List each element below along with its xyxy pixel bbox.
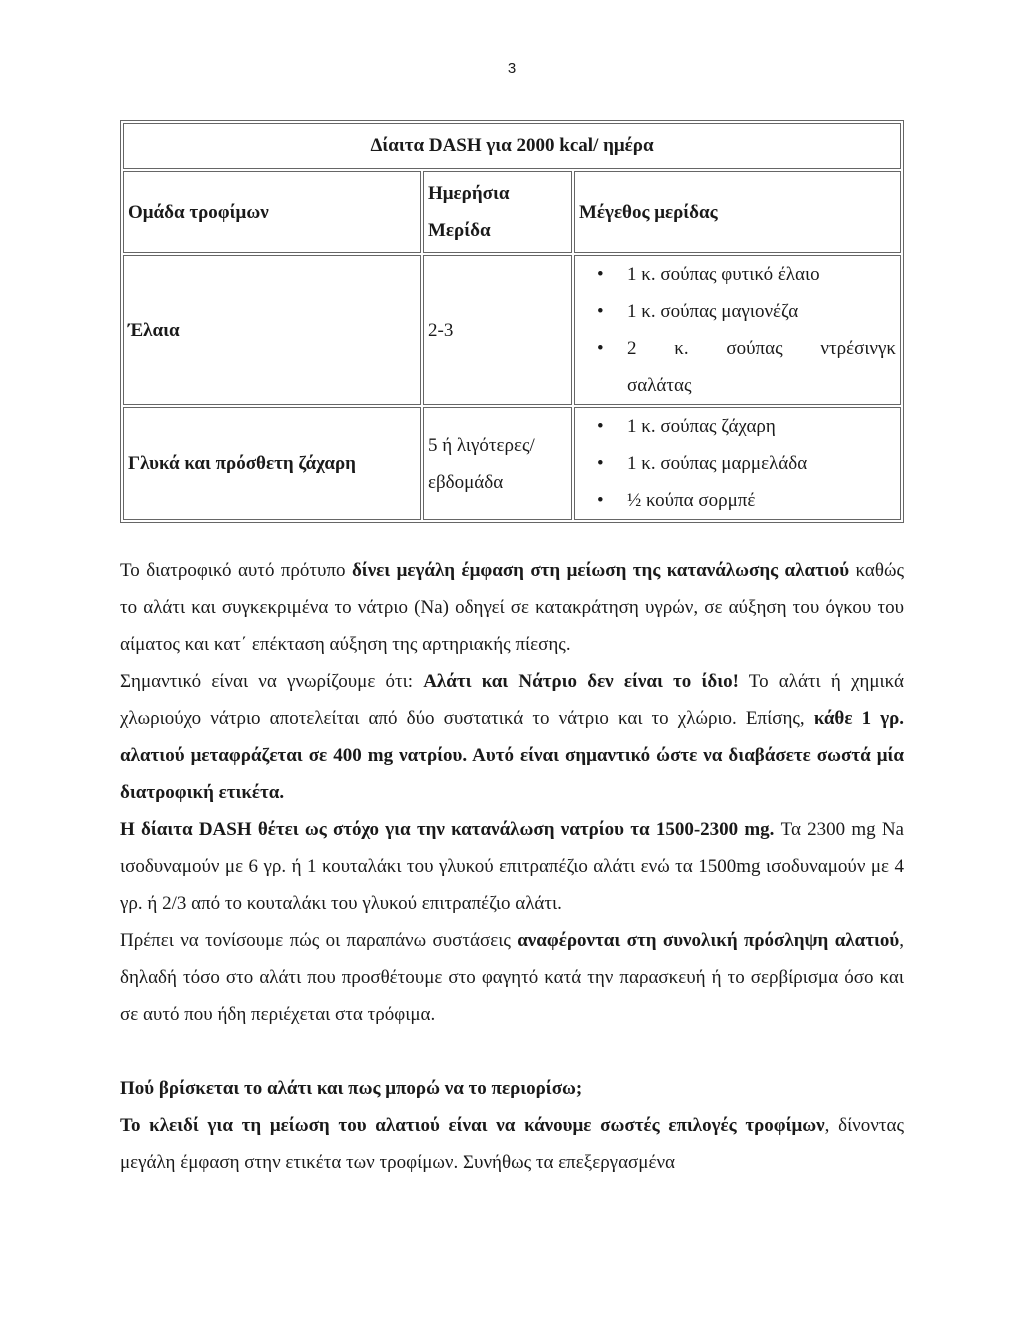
dash-diet-table: [120, 120, 904, 523]
serving-size-cell: [574, 407, 901, 520]
table-row: [123, 255, 901, 405]
paragraph-food-choices: [120, 1107, 904, 1181]
header-food-group: Ομάδα τροφίμων: [123, 171, 421, 253]
text-run: , δίνοντας μεγάλη έμφαση στην ετικέτα των τροφίμων. Συνήθως τα επεξεργασμένα: [120, 1115, 904, 1173]
list-item-text-cont: σαλάτας: [627, 375, 692, 396]
bold-run: Η δίαιτα DASH θέτει ως στόχο για την κατανάλωση νατρίου τα 1500-2300 mg.: [120, 819, 775, 840]
paragraph-salt-reduction: [120, 552, 904, 663]
text-run: , δηλαδή τόσο στο αλάτι που προσθέτουμε στο φαγητό κατά την παρασκευή ή το σερβίρισμα όσο και σε αυτό που ήδη περιέχεται στα τρόφιμα.: [120, 930, 904, 1025]
text-run: Πρέπει να τονίσουμε πώς οι παραπάνω συστάσεις: [120, 930, 518, 951]
paragraph-sodium-target: [120, 811, 904, 922]
paragraph-total-intake: [120, 922, 904, 1033]
table-title: Δίαιτα DASH για 2000 kcal/ ημέρα: [123, 123, 901, 169]
heading-text: Πού βρίσκεται το αλάτι και πως μπορώ να το περιορίσω;: [120, 1078, 583, 1099]
serving-size-cell: [574, 255, 901, 405]
list-item: • ½ κούπα σορμπέ: [627, 482, 896, 519]
text-run: Το διατροφικό αυτό πρότυπο: [120, 560, 352, 581]
bold-run: Το κλειδί για τη μείωση του αλατιού είναι να κάνουμε σωστές επιλογές τροφίμων: [120, 1115, 825, 1136]
bold-run: δίνει μεγάλη έμφαση στη μείωση της κατανάλωσης αλατιού: [351, 560, 850, 581]
bold-run: αναφέρονται στη συνολική πρόσληψη αλατιού: [517, 930, 900, 951]
text-run: Το αλάτι ή χημικά χλωριούχο νάτριο αποτελείται από δύο συστατικά το νάτριο και το χλώριο. Επίσης,: [120, 671, 904, 729]
food-group-cell: Γλυκά και πρόσθετη ζάχαρη: [123, 407, 421, 520]
spacer: [120, 1033, 904, 1070]
list-item: • 1 κ. σούπας φυτικό έλαιο: [627, 256, 896, 293]
list-item: [627, 330, 896, 404]
table-header-row: [123, 171, 901, 253]
serving-list: [575, 408, 896, 519]
table-row: [123, 407, 901, 520]
bold-run: Αλάτι και Νάτριο δεν είναι το ίδιο!: [423, 671, 739, 692]
text-run: Τα 2300 mg Na ισοδυναμούν με 6 γρ. ή 1 κουταλάκι του γλυκού επιτραπέζιο αλάτι ενώ τα 1500mg ισοδυναμούν με 4 γρ. ή 2/3 από το κουταλάκι του γλυκού επιτραπέζιο αλάτι.: [120, 819, 904, 914]
dash-table: [120, 120, 904, 523]
page-number: 3: [507, 60, 517, 77]
list-item-text: 2 κ. σούπας ντρέσινγκ: [627, 338, 896, 359]
serving-list: [575, 256, 896, 404]
daily-serving-cell: 2-3: [423, 255, 572, 405]
list-item: • 1 κ. σούπας μαρμελάδα: [627, 445, 896, 482]
header-daily-serving: Ημερήσια Μερίδα: [423, 171, 572, 253]
body-text: [120, 552, 904, 1181]
bold-run: κάθε 1 γρ. αλατιού μεταφράζεται σε 400 mg νατρίου. Αυτό είναι σημαντικό ώστε να διαβάσετε σωστά μία διατροφική ετικέτα.: [120, 708, 904, 803]
list-item: • 1 κ. σούπας μαγιονέζα: [627, 293, 896, 330]
text-run: καθώς το αλάτι και συγκεκριμένα το νάτριο (Na) οδηγεί σε κατακράτηση υγρών, σε αύξηση του όγκου του αίματος και κατ΄ επέκταση αύξηση της αρτηριακής πίεσης.: [120, 560, 904, 655]
section-heading: [120, 1070, 904, 1107]
food-group-cell: Έλαια: [123, 255, 421, 405]
list-item: • 1 κ. σούπας ζάχαρη: [627, 408, 896, 445]
paragraph-salt-vs-sodium: [120, 663, 904, 811]
text-run: Σημαντικό είναι να γνωρίζουμε ότι:: [120, 671, 424, 692]
daily-serving-cell: 5 ή λιγότερες/ εβδομάδα: [423, 407, 572, 520]
table-title-row: [123, 123, 901, 169]
header-serving-size: Μέγεθος μερίδας: [574, 171, 901, 253]
